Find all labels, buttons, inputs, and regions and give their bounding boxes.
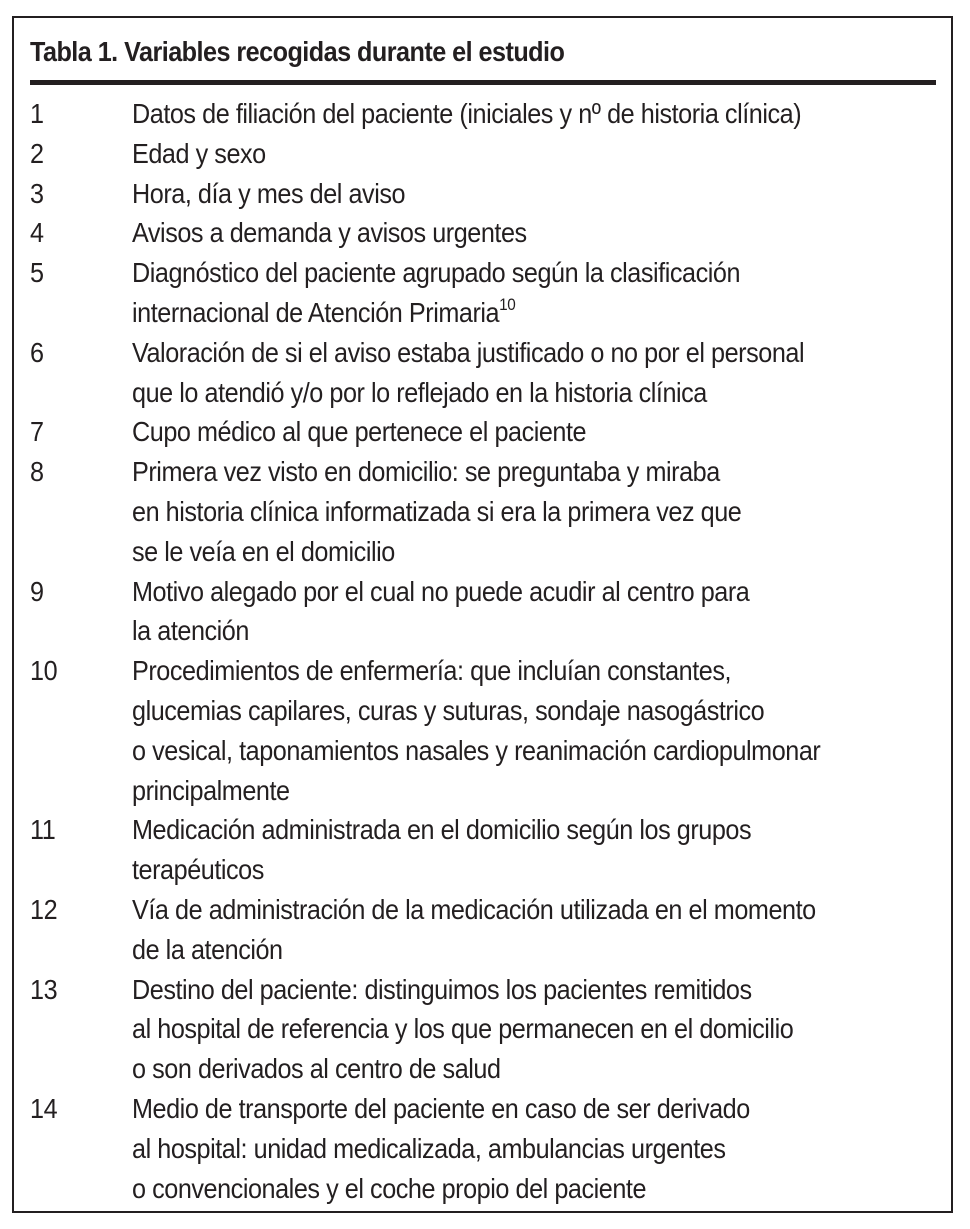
reference-superscript: 10 (499, 294, 516, 314)
table-row (30, 651, 950, 810)
row-number: 9 (30, 575, 44, 607)
row-description-line (132, 373, 933, 413)
table-row (30, 572, 950, 652)
row-line-text: Medicación administrada en el domicilio según los grupos (132, 814, 752, 846)
row-description (132, 651, 933, 810)
row-line-text: Procedimientos de enfermería: que incluían constantes, (132, 655, 732, 687)
row-line-text: se le veía en el domicilio (132, 535, 395, 567)
row-line-text: Datos de filiación del paciente (iniciales y nº de historia clínica) (132, 98, 802, 129)
table-row (30, 174, 950, 214)
table-row (30, 253, 950, 333)
row-description-line (132, 731, 933, 771)
row-line-text: Avisos a demanda y avisos urgentes (132, 217, 527, 249)
row-description (132, 810, 933, 890)
row-description-line (132, 1129, 933, 1169)
row-line-text: Diagnóstico del paciente agrupado según la clasificación (132, 257, 741, 289)
row-line-text: o son derivados al centro de salud (132, 1053, 501, 1085)
row-description-line (132, 691, 933, 731)
row-description-line (132, 771, 933, 811)
row-description-line (132, 412, 933, 452)
row-description (132, 94, 933, 134)
row-line-text: Primera vez visto en domicilio: se preguntaba y miraba (132, 456, 720, 488)
row-number: 10 (30, 655, 58, 687)
row-description-line (132, 213, 933, 253)
row-description (132, 134, 933, 174)
row-description-line (132, 1169, 933, 1209)
table-row (30, 810, 950, 890)
row-description-line (132, 890, 933, 930)
row-description-line (132, 174, 933, 214)
row-line-text: internacional de Atención Primaria (132, 296, 500, 328)
row-number: 12 (30, 893, 58, 925)
row-description-line (132, 572, 933, 612)
row-description (132, 333, 933, 413)
row-description-line (132, 1049, 933, 1089)
table-row (30, 412, 950, 452)
row-description-line (132, 970, 933, 1010)
row-line-text: Cupo médico al que pertenece el paciente (132, 416, 587, 448)
variables-list (30, 94, 950, 1208)
row-description-line (132, 293, 933, 333)
table-row (30, 333, 950, 413)
row-number: 14 (30, 1092, 58, 1124)
row-line-text: glucemias capilares, curas y suturas, sondaje nasogástrico (132, 694, 765, 726)
row-line-text: Hora, día y mes del aviso (132, 177, 406, 209)
row-line-text: Valoración de si el aviso estaba justificado o no por el personal (132, 336, 805, 368)
table-row (30, 134, 950, 174)
table-title: Tabla 1. Variables recogidas durante el estudio (30, 36, 565, 67)
row-line-text: la atención (132, 615, 249, 647)
row-number: 5 (30, 257, 44, 289)
row-line-text: en historia clínica informatizada si era la primera vez que (132, 495, 742, 527)
table-row (30, 970, 950, 1089)
row-description (132, 452, 933, 571)
row-description-line (132, 333, 933, 373)
table-row (30, 890, 950, 970)
row-number: 8 (30, 456, 44, 488)
row-description (132, 253, 933, 333)
row-description-line (132, 253, 933, 293)
row-number: 7 (30, 416, 44, 448)
row-number: 3 (30, 177, 44, 209)
row-line-text: Destino del paciente: distinguimos los pacientes remitidos (132, 973, 752, 1005)
row-description (132, 1089, 933, 1208)
row-description-line (132, 532, 933, 572)
row-line-text: al hospital: unidad medicalizada, ambulancias urgentes (132, 1132, 726, 1164)
row-line-text: de la atención (132, 933, 283, 965)
row-description-line (132, 94, 933, 134)
row-description (132, 174, 933, 214)
row-description-line (132, 810, 933, 850)
row-number: 6 (30, 336, 44, 368)
row-description-line (132, 134, 933, 174)
row-line-text: Medio de transporte del paciente en caso de ser derivado (132, 1092, 750, 1124)
row-line-text: terapéuticos (132, 854, 264, 886)
table-row (30, 94, 950, 134)
row-description-line (132, 452, 933, 492)
row-description (132, 412, 933, 452)
row-description-line (132, 930, 933, 970)
row-description (132, 890, 933, 970)
row-number: 4 (30, 217, 44, 249)
table-row (30, 213, 950, 253)
row-description-line (132, 651, 933, 691)
row-line-text: principalmente (132, 774, 290, 806)
row-line-text: Motivo alegado por el cual no puede acudir al centro para (132, 575, 750, 607)
row-number: 11 (30, 814, 56, 846)
row-description-line (132, 611, 933, 651)
row-description-line (132, 1009, 933, 1049)
title-rule (30, 80, 936, 85)
table-row (30, 1089, 950, 1208)
row-description (132, 572, 933, 652)
row-description-line (132, 492, 933, 532)
row-line-text: o convencionales y el coche propio del paciente (132, 1172, 647, 1204)
row-line-text: que lo atendió y/o por lo reflejado en la historia clínica (132, 376, 707, 408)
row-number: 2 (30, 137, 44, 169)
row-line-text: al hospital de referencia y los que permanecen en el domicilio (132, 1013, 794, 1045)
row-number: 13 (30, 973, 58, 1005)
row-description (132, 213, 933, 253)
row-description (132, 970, 933, 1089)
row-line-text: o vesical, taponamientos nasales y reanimación cardiopulmonar (132, 734, 821, 766)
row-description-line (132, 1089, 933, 1129)
table-row (30, 452, 950, 571)
row-line-text: Vía de administración de la medicación utilizada en el momento (132, 893, 816, 925)
variables-table (12, 16, 953, 1213)
row-line-text: Edad y sexo (132, 137, 266, 169)
row-number: 1 (30, 98, 44, 129)
row-description-line (132, 850, 933, 890)
